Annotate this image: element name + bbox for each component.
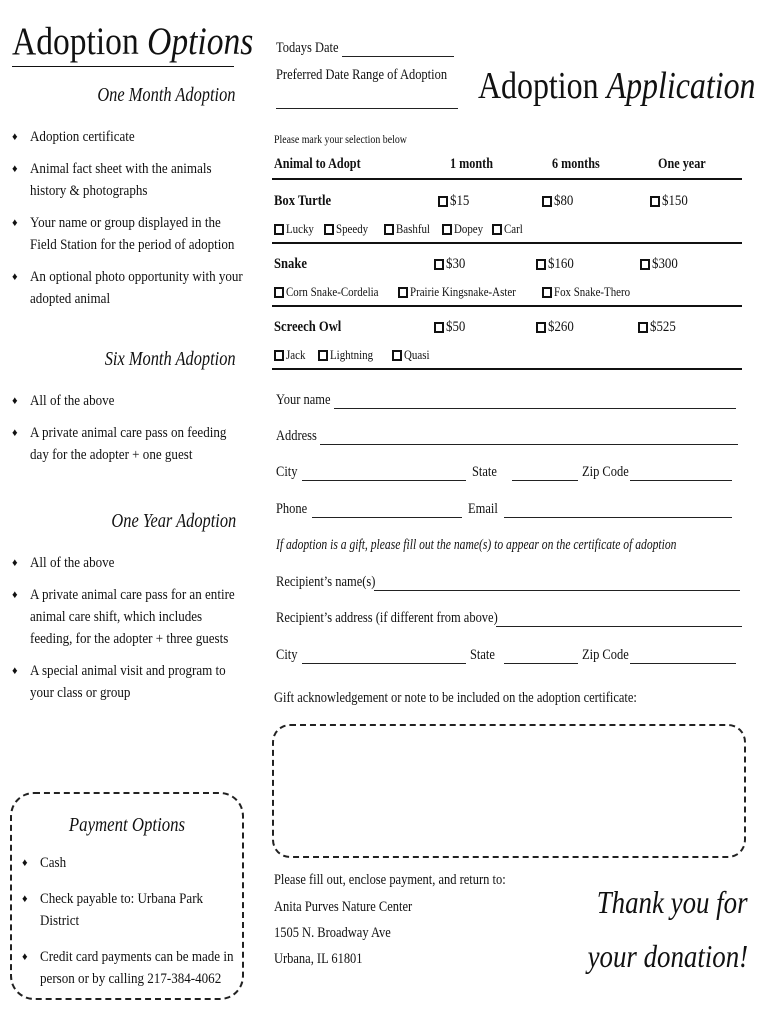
checkbox-icon[interactable] [492, 224, 502, 235]
price-text: $50 [446, 319, 466, 335]
row-divider [272, 305, 742, 307]
individual-option[interactable] [384, 221, 436, 237]
price-option[interactable] [536, 256, 578, 273]
state-label: State [472, 464, 497, 480]
payment-text: Cash [40, 855, 67, 871]
checkbox-icon[interactable] [442, 224, 452, 235]
checkbox-icon[interactable] [274, 350, 284, 361]
six-month-heading: Six Month Adoption [105, 348, 236, 370]
one-month-heading: One Month Adoption [97, 84, 236, 106]
email-field[interactable] [504, 517, 732, 518]
zip-label: Zip Code [582, 464, 629, 480]
title-main-text: Adoption [12, 20, 148, 63]
bullet-diamond-icon: ♦ [22, 857, 28, 869]
bullet-diamond-icon: ♦ [12, 589, 18, 601]
phone-field[interactable] [312, 517, 462, 518]
individual-option[interactable] [392, 347, 434, 363]
address-field[interactable] [320, 444, 738, 445]
bullet-diamond-icon: ♦ [12, 217, 18, 229]
bullet-diamond-icon: ♦ [22, 893, 28, 905]
list-item [22, 946, 242, 990]
payment-text: Credit card payments can be made in person or by calling 217-384-4062 [40, 949, 234, 987]
your-name-label: Your name [276, 392, 331, 408]
payment-options-heading: Payment Options [68, 814, 186, 836]
individual-name: Carl [504, 221, 523, 236]
zip-label-2: Zip Code [582, 647, 629, 663]
header-animal: Animal to Adopt [274, 156, 361, 172]
list-item [12, 390, 244, 412]
individual-option[interactable] [442, 221, 489, 237]
list-item [12, 422, 244, 466]
zip-field[interactable] [630, 480, 732, 481]
price-text: $150 [662, 193, 688, 209]
individual-option[interactable] [318, 347, 381, 363]
zip-field-2[interactable] [630, 663, 736, 664]
price-text: $80 [554, 193, 574, 209]
list-item [22, 888, 242, 932]
return-intro: Please fill out, enclose payment, and return to: [274, 872, 506, 888]
price-option[interactable] [638, 319, 680, 336]
individual-name: Lightning [330, 347, 374, 362]
payment-text: Check payable to: Urbana Park District [40, 891, 204, 929]
state-field-2[interactable] [504, 663, 578, 664]
individual-name: Bashful [396, 221, 430, 236]
checkbox-icon[interactable] [398, 287, 408, 298]
six-month-benefits-list [12, 390, 244, 476]
individual-option[interactable] [324, 221, 374, 237]
individual-name: Lucky [286, 221, 314, 236]
list-item [12, 584, 244, 650]
header-1-month: 1 month [450, 156, 493, 172]
benefit-text: Your name or group displayed in the Field Station for the period of adoption [30, 215, 235, 253]
individual-option[interactable] [274, 347, 309, 363]
recipient-name-field[interactable] [374, 590, 740, 591]
gift-ack-label: Gift acknowledgement or note to be included on the adoption certificate: [274, 690, 637, 706]
benefit-text: A private animal care pass on feeding day for the adopter + one guest [30, 425, 227, 463]
recipient-address-label: Recipient’s address (if different from above) [276, 610, 498, 626]
checkbox-icon[interactable] [640, 259, 650, 270]
price-option[interactable] [536, 319, 578, 336]
individual-name: Dopey [454, 221, 484, 236]
selection-instruction: Please mark your selection below [274, 134, 407, 146]
title-italic-text: Options [147, 20, 254, 63]
individual-option[interactable] [274, 221, 319, 237]
adoption-application-title [478, 64, 756, 108]
checkbox-icon[interactable] [536, 322, 546, 333]
return-city: Urbana, IL 61801 [274, 951, 363, 967]
benefit-text: A special animal visit and program to your class or group [30, 663, 226, 701]
price-text: $160 [548, 256, 574, 272]
checkbox-icon[interactable] [638, 322, 648, 333]
price-text: $15 [450, 193, 470, 209]
email-label: Email [468, 501, 498, 517]
adoption-options-title [12, 20, 253, 64]
one-month-benefits-list [12, 126, 244, 320]
return-org: Anita Purves Nature Center [274, 899, 413, 915]
app-title-main: Adoption [478, 65, 607, 107]
state-field[interactable] [512, 480, 578, 481]
adoption-application-column [266, 0, 770, 1024]
your-name-field[interactable] [334, 408, 736, 409]
checkbox-icon[interactable] [542, 196, 552, 207]
animal-box-turtle: Box Turtle [274, 193, 332, 209]
individual-option[interactable] [274, 284, 396, 300]
bullet-diamond-icon: ♦ [12, 395, 18, 407]
one-year-benefits-list [12, 552, 244, 714]
benefit-text: Adoption certificate [30, 129, 135, 145]
price-option[interactable] [434, 319, 469, 336]
city-label: City [276, 464, 298, 480]
phone-label: Phone [276, 501, 308, 517]
benefit-text: All of the above [30, 393, 115, 409]
benefit-text: Animal fact sheet with the animals history & photographs [30, 161, 212, 199]
table-header-rule [272, 178, 742, 180]
payment-options-box [10, 792, 244, 1000]
recipient-name-label: Recipient’s name(s) [276, 574, 376, 590]
header-6-months: 6 months [552, 156, 600, 172]
animal-snake: Snake [274, 256, 307, 272]
bullet-diamond-icon: ♦ [12, 271, 18, 283]
benefit-text: All of the above [30, 555, 115, 571]
individual-name: Speedy [336, 221, 369, 236]
header-one-year: One year [658, 156, 706, 172]
checkbox-icon[interactable] [434, 322, 444, 333]
price-option[interactable] [650, 193, 692, 210]
list-item [12, 212, 244, 256]
price-option[interactable] [542, 193, 577, 210]
bullet-diamond-icon: ♦ [12, 163, 18, 175]
individual-option[interactable] [398, 284, 536, 300]
todays-date-label: Todays Date [276, 40, 339, 56]
checkbox-icon[interactable] [384, 224, 394, 235]
individual-name: Fox Snake-Thero [554, 284, 631, 299]
individual-option[interactable] [542, 284, 645, 300]
one-year-heading: One Year Adoption [111, 510, 236, 532]
gift-instruction: If adoption is a gift, please fill out the name(s) to appear on the certificate of adoption [276, 537, 677, 553]
list-item [22, 852, 242, 874]
recipient-address-field[interactable] [496, 626, 742, 627]
price-option[interactable] [434, 256, 469, 273]
app-title-italic: Application [606, 65, 756, 107]
price-text: $260 [548, 319, 574, 335]
city-field-2[interactable] [302, 663, 466, 664]
row-divider [272, 242, 742, 244]
list-item [12, 126, 244, 148]
address-label: Address [276, 428, 317, 444]
price-text: $30 [446, 256, 466, 272]
individual-name: Corn Snake-Cordelia [286, 284, 379, 299]
checkbox-icon[interactable] [324, 224, 334, 235]
checkbox-icon[interactable] [274, 224, 284, 235]
bullet-diamond-icon: ♦ [12, 427, 18, 439]
bullet-diamond-icon: ♦ [12, 557, 18, 569]
list-item [12, 158, 244, 202]
preferred-range-field[interactable] [276, 108, 458, 109]
city-label-2: City [276, 647, 298, 663]
checkbox-icon[interactable] [650, 196, 660, 207]
gift-note-textarea[interactable] [272, 724, 746, 858]
benefit-text: An optional photo opportunity with your adopted animal [30, 269, 243, 307]
list-item [12, 552, 244, 574]
list-item [12, 660, 244, 704]
city-field[interactable] [302, 480, 466, 481]
checkbox-icon[interactable] [392, 350, 402, 361]
individual-name: Quasi [404, 347, 430, 362]
price-text: $300 [652, 256, 678, 272]
return-street: 1505 N. Broadway Ave [274, 925, 391, 941]
table-bottom-rule [272, 368, 742, 370]
price-text: $525 [650, 319, 676, 335]
benefit-text: A private animal care pass for an entire animal care shift, which includes feeding, for the adopter + three guests [30, 587, 235, 647]
bullet-diamond-icon: ♦ [22, 951, 28, 963]
individual-option[interactable] [492, 221, 526, 237]
todays-date-field[interactable] [342, 56, 454, 57]
checkbox-icon[interactable] [274, 287, 284, 298]
price-option[interactable] [438, 193, 473, 210]
thank-you-line-2: your donation! [587, 938, 748, 974]
list-item [12, 266, 244, 310]
animal-screech-owl: Screech Owl [274, 319, 342, 335]
title-underline [12, 66, 234, 67]
thank-you-line-1: Thank you for [597, 884, 748, 920]
state-label-2: State [470, 647, 495, 663]
checkbox-icon[interactable] [536, 259, 546, 270]
bullet-diamond-icon: ♦ [12, 665, 18, 677]
payment-options-list [22, 852, 242, 1004]
preferred-range-label: Preferred Date Range of Adoption [276, 67, 448, 83]
checkbox-icon[interactable] [438, 196, 448, 207]
individual-name: Jack [286, 347, 306, 362]
checkbox-icon[interactable] [542, 287, 552, 298]
price-option[interactable] [640, 256, 682, 273]
checkbox-icon[interactable] [318, 350, 328, 361]
bullet-diamond-icon: ♦ [12, 131, 18, 143]
individual-name: Prairie Kingsnake-Aster [410, 284, 516, 299]
checkbox-icon[interactable] [434, 259, 444, 270]
adoption-options-column [0, 0, 252, 1024]
